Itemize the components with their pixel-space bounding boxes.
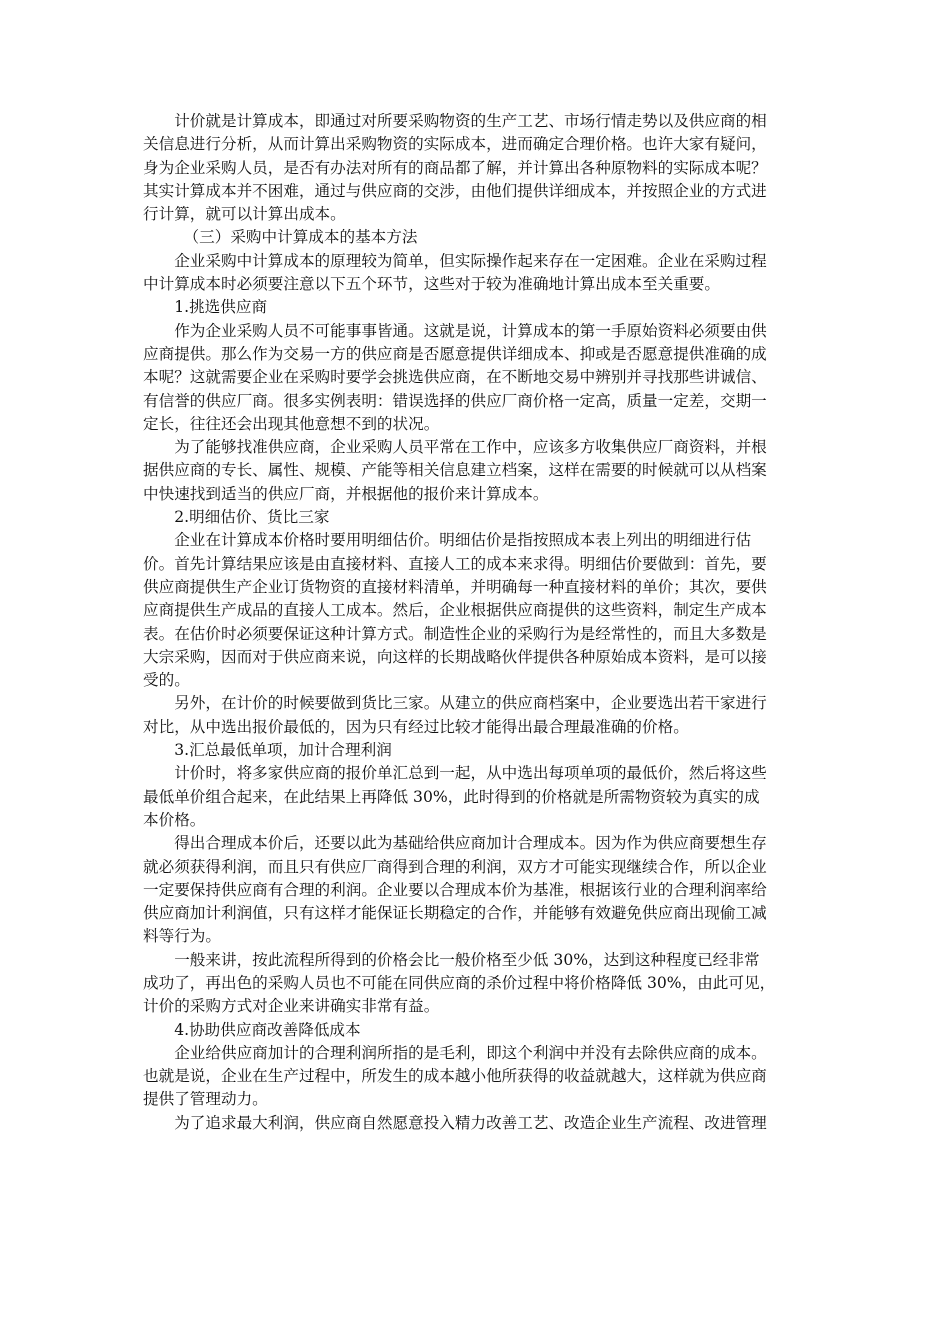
heading-lowest-items: 3.汇总最低单项，加计合理利润 [174, 741, 392, 760]
section-heading-basic-methods: （三）采购中计算成本的基本方法 [183, 228, 418, 247]
paragraph-select-supplier-1: 作为企业采购人员不可能事事皆通。这就是说，计算成本的第一手原始资料必须要由供 应商提供。那么作为交易一方的供应商是否愿意提供详细成本、抑或是否愿意提供准确的成 本呢？这就需要企业在采购时要学会挑选供应商，在不断地交易中辨别并寻找那些讲诚信、 有信誉的供应厂商。很多实例表明：错误选择的供应厂商价格一定高，质量一定差，交期一 定长，往往还会出现其他意想不到的状况。 [143, 321, 767, 433]
paragraph-assist-supplier-2: 为了追求最大利润，供应商自然愿意投入精力改善工艺、改造企业生产流程、改进管理 [174, 1113, 767, 1132]
paragraph-lowest-items-2: 得出合理成本价后，还要以此为基础给供应商加计合理成本。因为作为供应商要想生存 就必须获得利润，而且只有供应厂商得到合理的利润，双方才可能实现继续合作，所以企业 一定要保持供应商有合理的利润。企业要以合理成本价为基准，根据该行业的合理利润率给 供应商加计利润值，只有这样才能保证长期稳定的合作，并能够有效避免供应商出现偷工减 料等行为。 [143, 834, 767, 946]
paragraph-detailed-estimate-1: 企业在计算成本价格时要用明细估价。明细估价是指按照成本表上列出的明细进行估 价。首先计算结果应该是由直接材料、直接人工的成本来求得。明细估价要做到：首先，要 供应商提供生产企业订货物资的直接材料清单，并明确每一种直接材料的单价；其次，要供 应商提供生产成品的直接人工成本。然后，企业根据供应商提供的这些资料，制定生产成本 表。在估价时必须要保证这种计算方式。制造性企业的采购行为是经常性的，而且大多数是 大宗采购，因而对于供应商来说，向这样的长期战略伙伴提供各种原始成本资料，是可以接 受的。 [143, 531, 767, 690]
paragraph-detailed-estimate-2: 另外，在计价的时候要做到货比三家。从建立的供应商档案中，企业要选出若干家进行 对比，从中选出报价最低的，因为只有经过比较才能得出最合理最准确的价格。 [143, 694, 767, 736]
paragraph-principle: 企业采购中计算成本的原理较为简单，但实际操作起来存在一定困难。企业在采购过程 中计算成本时必须要注意以下五个环节，这些对于较为准确地计算出成本至关重要。 [143, 251, 767, 294]
heading-select-supplier: 1.挑选供应商 [174, 298, 268, 317]
paragraph-assist-supplier-1: 企业给供应商加计的合理利润所指的是毛利，即这个利润中并没有去除供应商的成本。 也就是说，企业在生产过程中，所发生的成本越小他所获得的收益就越大，这样就为供应商 提供了管理动力。 [143, 1043, 767, 1109]
document-page [143, 110, 808, 1135]
paragraph-select-supplier-2: 为了能够找准供应商，企业采购人员平常在工作中，应该多方收集供应厂商资料，并根 据供应商的专长、属性、规模、产能等相关信息建立档案，这样在需要的时候就可以从档案 中快速找到适当的供应厂商，并根据他的报价来计算成本。 [143, 438, 767, 503]
heading-detailed-estimate: 2.明细估价、货比三家 [174, 508, 330, 527]
paragraph-lowest-items-3: 一般来讲，按此流程所得到的价格会比一般价格至少低 30%，达到这种程度已经非常 成功了，再出色的采购人员也不可能在同供应商的杀价过程中将价格降低 30%，由此可见， 计价的采购方式对企业来讲确实非常有益。 [143, 950, 776, 1016]
paragraph-lowest-items-1: 计价时，将多家供应商的报价单汇总到一起，从中选出每项单项的最低价，然后将这些 最低单价组合起来，在此结果上再降低 30%，此时得到的价格就是所需物资较为真实的成 本价格。 [143, 764, 767, 829]
heading-assist-supplier: 4.协助供应商改善降低成本 [174, 1020, 361, 1039]
paragraph-pricing-intro: 计价就是计算成本，即通过对所要采购物资的生产工艺、市场行情走势以及供应商的相 关信息进行分析，从而计算出采购物资的实际成本，进而确定合理价格。也许大家有疑问， 身为企业采购人员，是否有办法对所有的商品都了解，并计算出各种原物料的实际成本呢？ 其实计算成本并不困难，通过与供应商的交涉，由他们提供详细成本，并按照企业的方式进 行计算，就可以计算出成本。 [143, 112, 767, 224]
